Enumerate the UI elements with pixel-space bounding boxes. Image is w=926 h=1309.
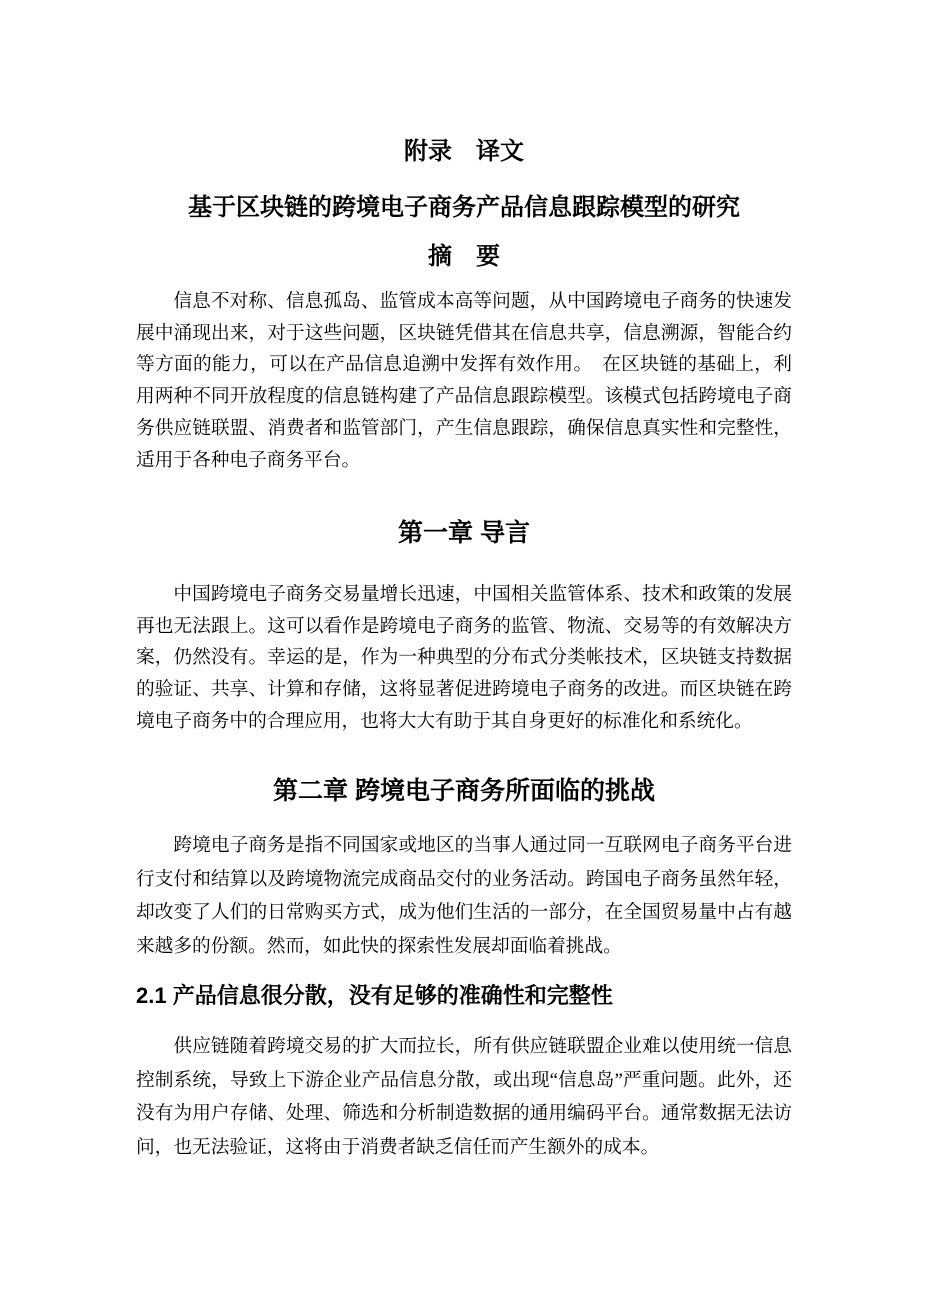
- section-2-1-heading: 2.1 产品信息很分散，没有足够的准确性和完整性: [136, 983, 613, 1008]
- appendix-title: 附录 译文: [404, 138, 524, 165]
- chapter-2-heading: 第二章 跨境电子商务所面临的挑战: [273, 777, 655, 805]
- section-2-1-paragraph: 供应链随着跨境交易的扩大而拉长，所有供应链联盟企业难以使用统一信息控制系统，导致上下游企业产品信息分散，或出现“信息岛”严重问题。此外，还没有为用户存储、处理、筛选和分析制造数据的通用编码平台。通常数据无法访问，也无法验证，这将由于消费者缺乏信任而产生额外的成本。: [136, 1036, 792, 1158]
- abstract-paragraph: 信息不对称、信息孤岛、监管成本高等问题，从中国跨境电子商务的快速发展中涌现出来，对于这些问题，区块链凭借其在信息共享，信息溯源，智能合约等方面的能力，可以在产品信息追溯中发挥有效作用。 在区块链的基础上，利用两种不同开放程度的信息链构建了产品信息跟踪模型。该模式包括跨境电子商务供应链联盟、消费者和监管部门，产生信息跟踪，确保信息真实性和完整性，适用于各种电子商务平台。: [136, 291, 792, 471]
- paper-title: 基于区块链的跨境电子商务产品信息跟踪模型的研究: [188, 194, 740, 221]
- chapter-1-heading: 第一章 导言: [398, 519, 530, 547]
- chapter-2-paragraph: 跨境电子商务是指不同国家或地区的当事人通过同一互联网电子商务平台进行支付和结算以及跨境物流完成商品交付的业务活动。跨国电子商务虽然年轻，却改变了人们的日常购买方式，成为他们生活的一部分，在全国贸易量中占有越来越多的份额。然而，如此快的探索性发展却面临着挑战。: [136, 835, 792, 957]
- chapter-1-paragraph: 中国跨境电子商务交易量增长迅速，中国相关监管体系、技术和政策的发展再也无法跟上。这可以看作是跨境电子商务的监管、物流、交易等的有效解决方案，仍然没有。幸运的是，作为一种典型的分布式分类帐技术，区块链支持数据的验证、共享、计算和存储，这将显著促进跨境电子商务的改进。而区块链在跨境电子商务中的合理应用，也将大大有助于其自身更好的标准化和系统化。: [136, 584, 792, 732]
- abstract-heading: 摘 要: [428, 243, 500, 270]
